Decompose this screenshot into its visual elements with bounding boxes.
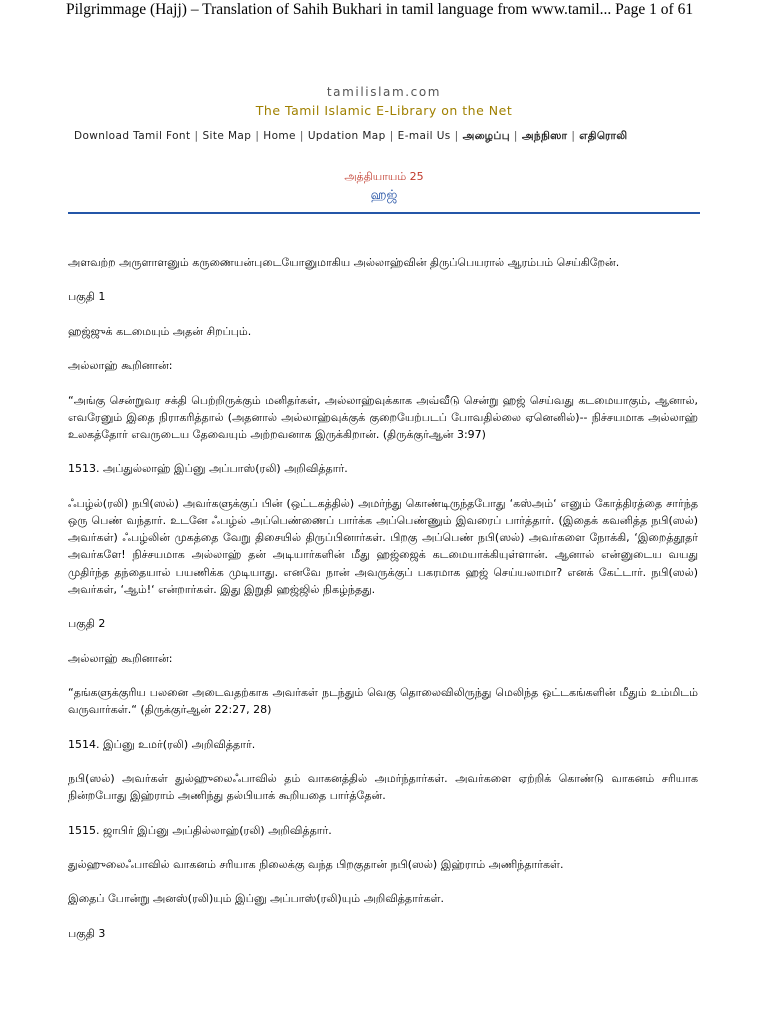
nav-separator: | xyxy=(389,130,394,142)
section-label: பகுதி 2 xyxy=(68,617,106,631)
divider-rule xyxy=(68,212,700,214)
nav-home[interactable]: Home xyxy=(263,130,296,142)
chapter-heading xyxy=(0,170,768,204)
paragraph: இதைப் போன்று அனஸ்(ரலி)யும் இப்னு அப்பாஸ்(ரலி)யும் அறிவித்தார்கள். xyxy=(68,892,445,906)
paragraph: அல்லாஹ் கூறினான்: xyxy=(68,359,173,373)
nav-email-us[interactable]: E-mail Us xyxy=(397,130,451,142)
quran-quote: “தங்களுக்குரிய பலனை அடைவதற்காக அவர்கள் நடந்தும் வெகு தொலைவிலிருந்து மெலிந்த ஒட்டகங்களின் மீதும் உம்மிடம் வருவார்கள்.“ (திருக்குர்ஆன் 22:27, 28) xyxy=(68,685,698,717)
nav-separator: | xyxy=(571,130,576,142)
nav-updation-map[interactable]: Updation Map xyxy=(307,130,386,142)
hadith-text: துல்ஹுலைஃபாவில் வாகனம் சரியாக நிலைக்கு வந்த பிறகுதான் நபி(ஸல்) இஹ்ராம் அணிந்தார்கள். xyxy=(68,857,564,871)
nav-separator: | xyxy=(194,130,199,142)
hadith-text: நபி(ஸல்) அவர்கள் துல்ஹுலைஃபாவில் தம் வாகனத்தில் அமர்ந்தார்கள். அவர்களை ஏற்றிக் கொண்டு வாகனம் சரியாக நின்றபோது இஹ்ராம் அணிந்து தல்பியாக் கூறியதை பார்த்தேன். xyxy=(68,771,698,803)
nav-separator: | xyxy=(255,130,260,142)
article-body xyxy=(68,254,698,959)
section-label: பகுதி 1 xyxy=(68,290,106,304)
site-name[interactable]: tamilislam.com xyxy=(326,85,442,99)
nav-separator: | xyxy=(299,130,304,142)
nav-ansisa[interactable]: அந்நிஸா xyxy=(521,130,568,142)
print-header: Pilgrimmage (Hajj) – Translation of Sahih Bukhari in tamil language from www.tamil... Page 1 of 61 xyxy=(66,1,694,18)
nav-separator: | xyxy=(513,130,518,142)
paragraph: அல்லாஹ் கூறினான்: xyxy=(68,651,173,665)
site-branding xyxy=(0,84,768,119)
section-heading: ஹஜ்ஜுக் கடமையும் அதன் சிறப்பும். xyxy=(68,324,252,338)
chapter-title: ஹஜ் xyxy=(370,188,398,203)
nav-ethirolee[interactable]: எதிரொலி xyxy=(579,130,628,142)
hadith-number: 1514. இப்னு உமர்(ரலி) அறிவித்தார். xyxy=(68,737,256,751)
top-navigation xyxy=(74,130,714,143)
hadith-number: 1513. அப்துல்லாஹ் இப்னு அப்பாஸ்(ரலி) அறிவித்தார். xyxy=(68,462,348,476)
hadith-number: 1515. ஜாபிர் இப்னு அப்தில்லாஹ்(ரலி) அறிவித்தார். xyxy=(68,823,332,837)
site-tagline: The Tamil Islamic E-Library on the Net xyxy=(255,103,513,118)
nav-download-tamil-font[interactable]: Download Tamil Font xyxy=(74,130,191,142)
quran-quote: “அங்கு சென்றுவர சக்தி பெற்றிருக்கும் மனிதர்கள், அல்லாஹ்வுக்காக அவ்வீடு சென்று ஹஜ் செய்வது கடமையாகும், ஆனால், எவரேனும் இதை நிராகரித்தால் (அதனால் அல்லாஹ்வுக்குக் குறையேற்படப் போவதில்லை ஏனெனில்)-- நிச்சயமாக அல்லாஹ் உலகத்தோர் எவருடைய தேவையும் அற்றவனாக இருக்கிறான். (திருக்குர்ஆன் 3:97) xyxy=(68,393,698,441)
chapter-number: அத்தியாயம் 25 xyxy=(344,170,424,183)
nav-separator: | xyxy=(454,130,459,142)
nav-invitation[interactable]: அழைப்பு xyxy=(462,130,510,142)
hadith-text: ஃபழ்ல்(ரலி) நபி(ஸல்) அவர்களுக்குப் பின் (ஒட்டகத்தில்) அமர்ந்து கொண்டிருந்தபோது ‘கஸ்அம்‘ எனும் கோத்திரத்தை சார்ந்த ஒரு பெண் வந்தார். உடனே ஃபழ்ல் அப்பெண்ணைப் பார்க்க அப்பெண்ணும் இவரைப் பார்த்தார். (இதைக் கவனித்த நபி(ஸல்) அவர்கள்) ஃபழ்லின் முகத்தை வேறு திசையில் திருப்பினார்கள். பிறகு அப்பெண் நபி(ஸல்) அவர்களை நோக்கி, ‘இறைத்தூதர் அவர்களே! நிச்சயமாக அல்லாஹ் தன் அடியார்களின் மீது ஹஜ்ஜைக் கடமையாக்கியுள்ளான். ஆனால் என்னுடைய வயது முதிர்ந்த தந்தையால் பயணிக்க முடியாது. எனவே நான் அவருக்குப் பகரமாக ஹஜ் செய்யலாமா? எனக் கேட்டார். நபி(ஸல்) அவர்கள், ‘ஆம்!‘ என்றார்கள். இது இறுதி ஹஜ்ஜில் நிகழ்ந்தது. xyxy=(68,496,698,596)
nav-site-map[interactable]: Site Map xyxy=(202,130,252,142)
paragraph: அளவற்ற அருளாளனும் கருணையன்புடையோனுமாகிய அல்லாஹ்வின் திருப்பெயரால் ஆரம்பம் செய்கிறேன். xyxy=(68,256,620,269)
section-label: பகுதி 3 xyxy=(68,926,106,940)
